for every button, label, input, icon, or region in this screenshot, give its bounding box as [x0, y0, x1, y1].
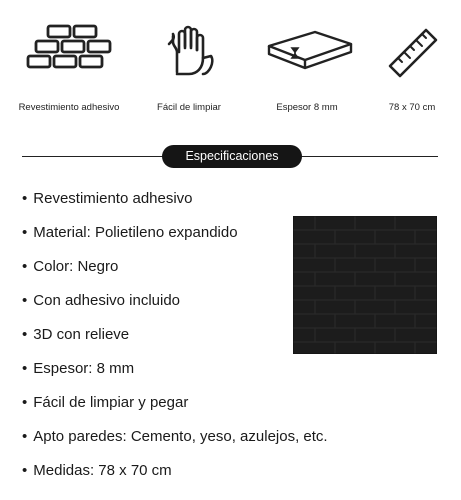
feature-label: Revestimiento adhesivo [18, 102, 120, 113]
product-panel-image [293, 216, 437, 354]
feature-size [357, 22, 461, 113]
section-title: Especificaciones [162, 145, 302, 168]
list-item: • Fácil de limpiar y pegar [22, 394, 189, 411]
list-item: • Color: Negro [22, 258, 119, 275]
feature-adhesive [14, 22, 124, 113]
list-item: • Espesor: 8 mm [22, 360, 135, 377]
ruler-icon [382, 22, 442, 82]
list-item: • Apto paredes: Cemento, yeso, azulejos, etc. [22, 428, 328, 445]
list-item: • 3D con relieve [22, 326, 130, 343]
feature-label: 78 x 70 cm [388, 102, 436, 113]
feature-label: Fácil de limpiar [157, 102, 221, 113]
list-item: • Medidas: 78 x 70 cm [22, 462, 172, 479]
list-item: • Material: Polietileno expandido [22, 224, 238, 241]
feature-thickness [252, 22, 362, 113]
panel-thickness-icon [259, 22, 355, 82]
feature-icons-row [0, 0, 461, 130]
spec-list [22, 186, 328, 492]
feature-easy-clean [134, 22, 244, 113]
feature-label: Espesor 8 mm [276, 102, 338, 113]
list-item: • Revestimiento adhesivo [22, 190, 193, 207]
brick-wall-icon [24, 22, 114, 78]
list-item: • Con adhesivo incluido [22, 292, 181, 309]
hand-wiping-icon [159, 22, 219, 82]
